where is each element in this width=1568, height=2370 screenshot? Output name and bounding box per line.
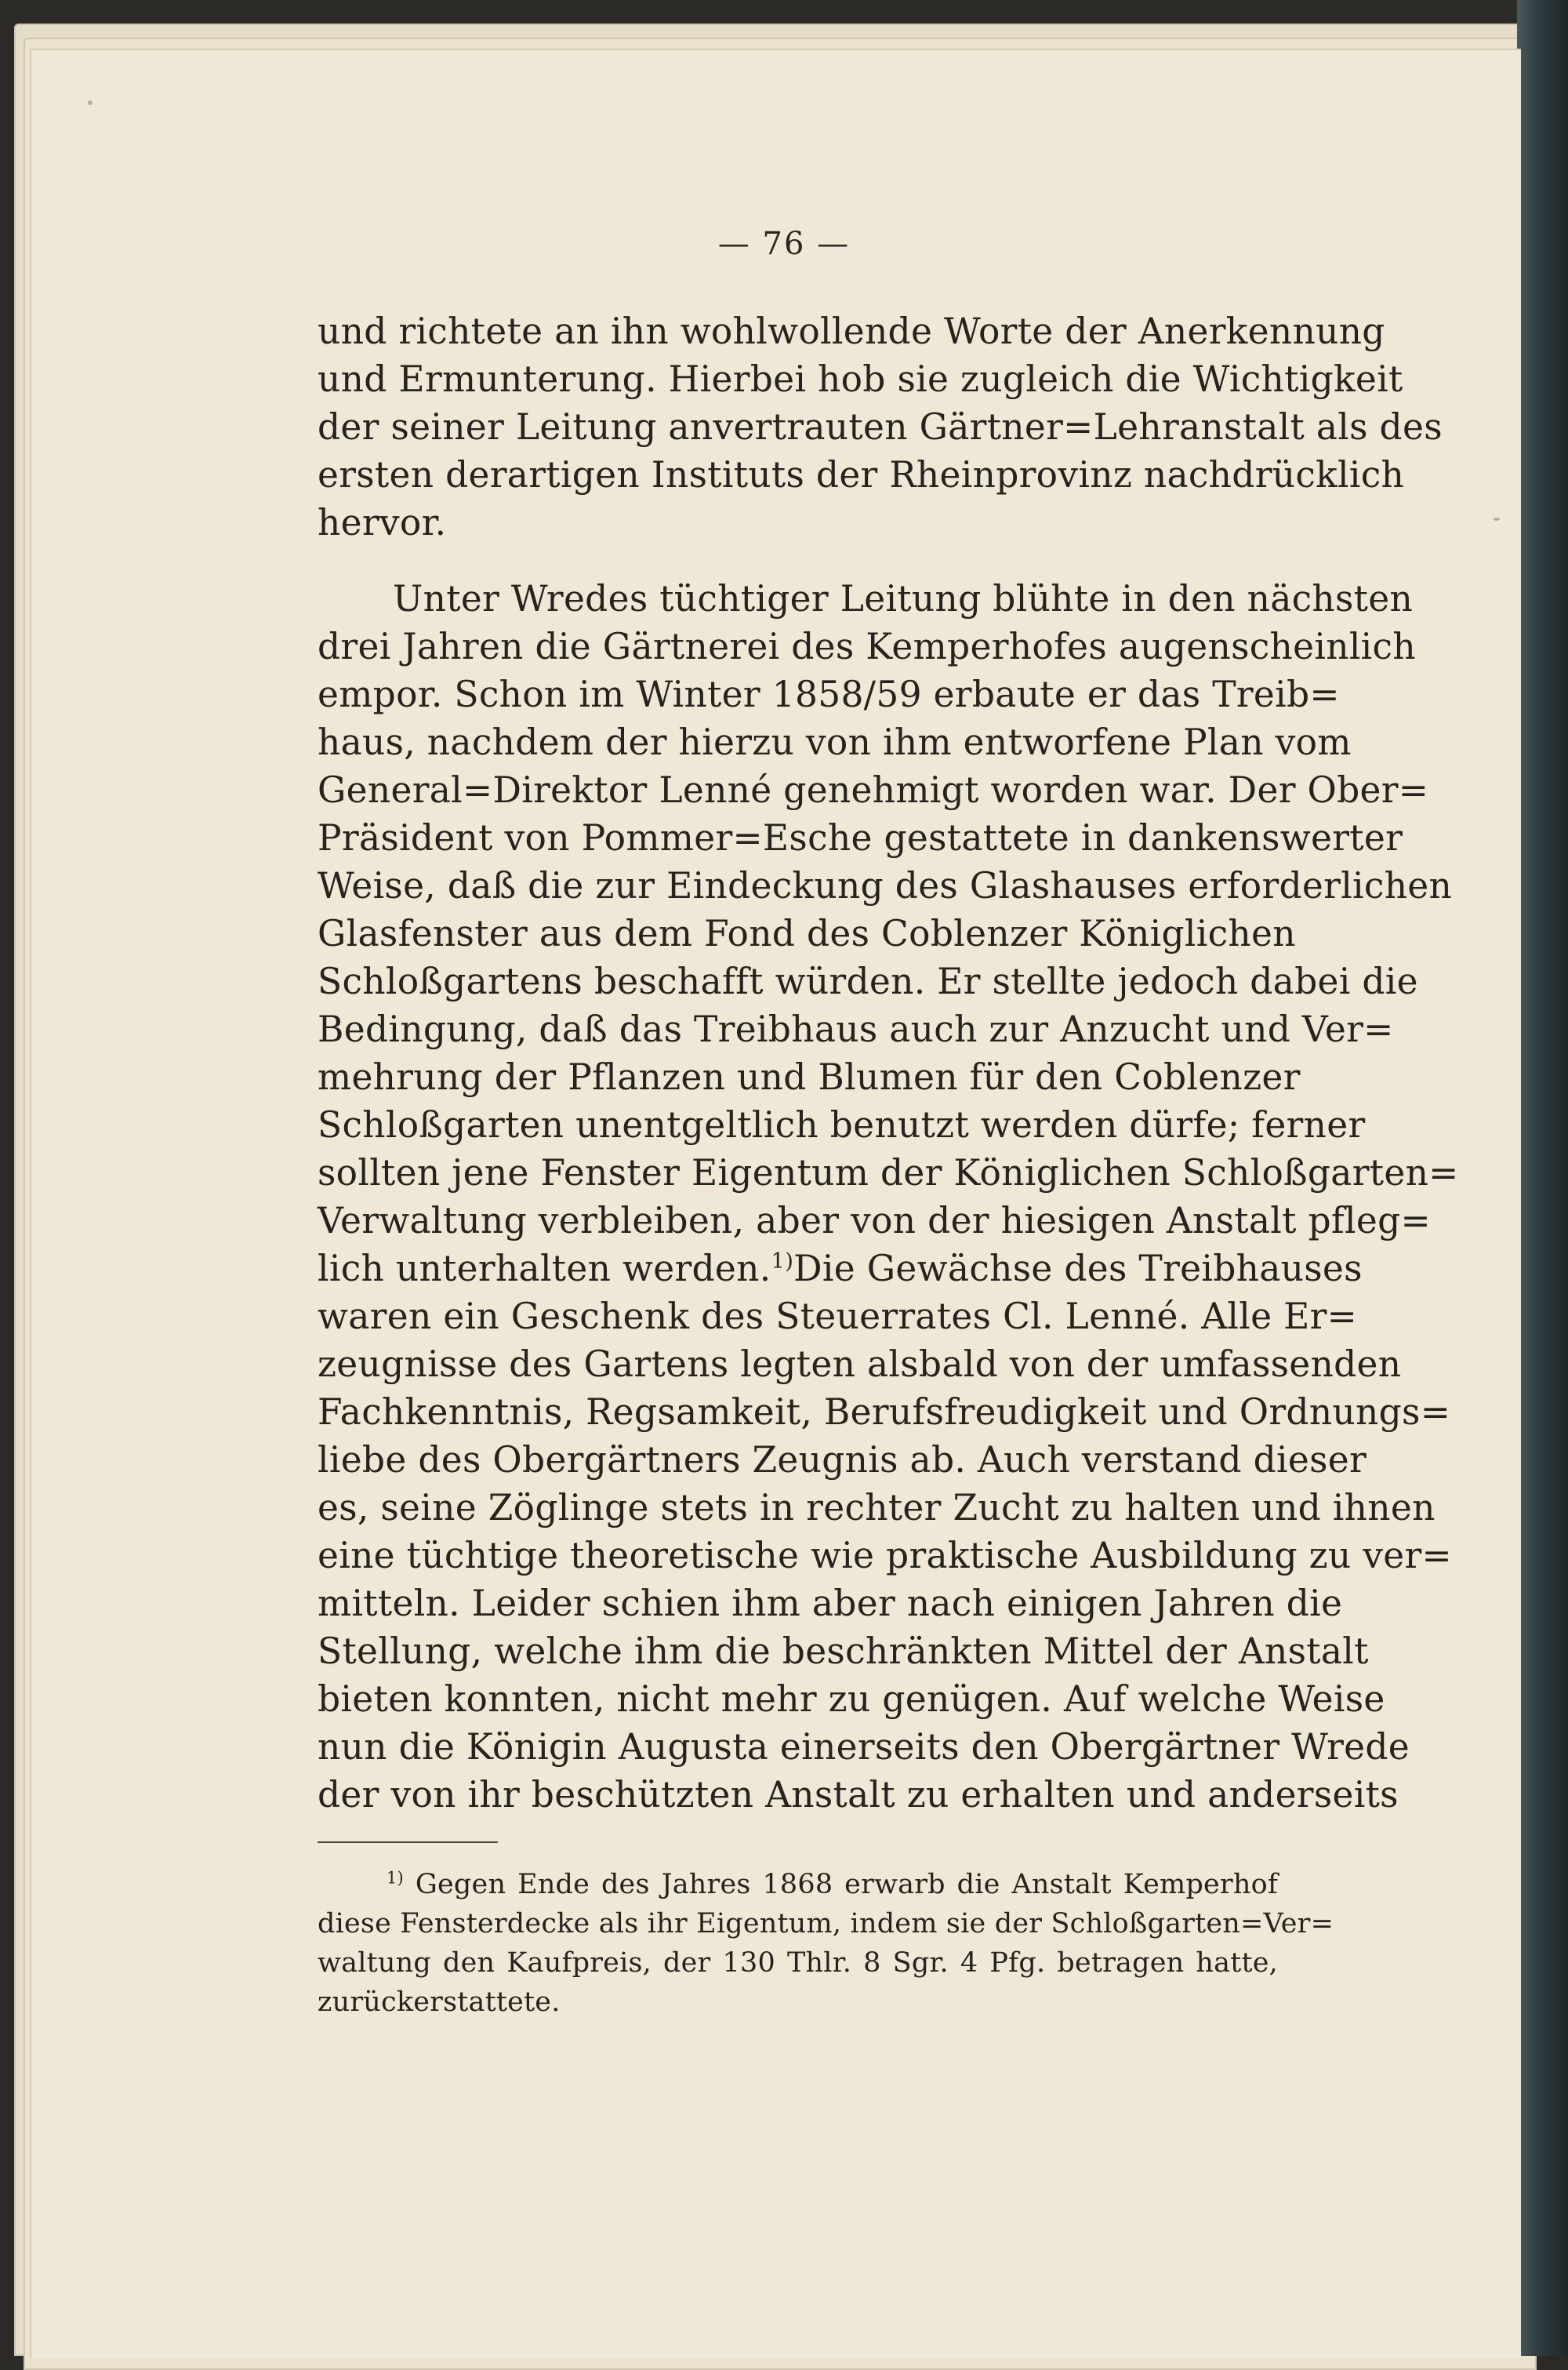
text-line: bieten konnten, nicht mehr zu genügen. Auf welche Weise <box>318 1678 1385 1720</box>
footnote-line <box>318 1865 1278 1904</box>
text-line: mehrung der Pflanzen und Blumen für den Coblenzer <box>318 1056 1301 1098</box>
footnote-line: waltung den Kaufpreis, der 130 Thlr. 8 Sgr. 4 Pfg. betragen hatte, <box>318 1947 1278 1979</box>
text-line: Schloßgartens beschafft würden. Er stellte jedoch dabei die <box>318 961 1418 1002</box>
paper-speck <box>1494 518 1500 521</box>
text-line: liebe des Obergärtners Zeugnis ab. Auch verstand dieser <box>318 1439 1367 1481</box>
text-line <box>318 575 1414 623</box>
text-line-with-footnote-ref <box>318 1245 1363 1292</box>
paper-speck <box>88 100 93 105</box>
footnote-marker: 1) <box>387 1868 404 1888</box>
page-number: — 76 — <box>717 226 851 262</box>
text-line: und richtete an ihn wohlwollende Worte der Anerkennung <box>318 311 1385 352</box>
text-line: und Ermunterung. Hierbei hob sie zugleich die Wichtigkeit <box>318 358 1403 400</box>
text-line: Weise, daß die zur Eindeckung des Glashauses erforderlichen <box>318 865 1453 907</box>
text-line: waren ein Geschenk des Steuerrates Cl. Lenné. Alle Er= <box>318 1296 1358 1337</box>
footnote-divider <box>318 1841 498 1843</box>
text-line: es, seine Zöglinge stets in rechter Zucht zu halten und ihnen <box>318 1487 1436 1529</box>
text-line: ersten derartigen Instituts der Rheinprovinz nachdrücklich <box>318 454 1405 496</box>
footnote-reference: 1) <box>771 1249 794 1274</box>
footnote-line: zurückerstattete. <box>318 1987 561 2018</box>
text-segment: Die Gewächse des Treibhauses <box>793 1248 1363 1289</box>
text-line: der von ihr beschützten Anstalt zu erhalten und anderseits <box>318 1774 1399 1816</box>
text-line: haus, nachdem der hierzu von ihm entworfene Plan vom <box>318 722 1352 763</box>
footnote-line: diese Fensterdecke als ihr Eigentum, indem sie der Schloßgarten=Ver= <box>318 1908 1334 1939</box>
text-line: zeugnisse des Gartens legten alsbald von der umfassenden <box>318 1343 1402 1385</box>
text-line: Bedingung, daß das Treibhaus auch zur Anzucht und Ver= <box>318 1009 1394 1050</box>
text-line: Verwaltung verbleiben, aber von der hiesigen Anstalt pfleg= <box>318 1200 1431 1241</box>
text-segment: lich unterhalten werden. <box>318 1248 771 1289</box>
text-line: Präsident von Pommer=Esche gestattete in dankenswerter <box>318 817 1403 859</box>
paragraph-gap <box>318 547 1278 575</box>
text-line: mitteln. Leider schien ihm aber nach einigen Jahren die <box>318 1583 1343 1624</box>
body-text <box>318 307 1459 1819</box>
text-line: empor. Schon im Winter 1858/59 erbaute er das Treib= <box>318 674 1340 715</box>
text-line: sollten jene Fenster Eigentum der Königlichen Schloßgarten= <box>318 1152 1459 1194</box>
text-line: Fachkenntnis, Regsamkeit, Berufsfreudigkeit und Ordnungs= <box>318 1391 1451 1433</box>
text-line: hervor. <box>318 502 447 543</box>
text-line: Glasfenster aus dem Fond des Coblenzer Königlichen <box>318 913 1296 954</box>
book-binding-edge <box>1517 0 1568 2356</box>
footnote-text: Gegen Ende des Jahres 1868 erwarb die Anstalt Kemperhof <box>415 1869 1279 1900</box>
text-line: nun die Königin Augusta einerseits den Obergärtner Wrede <box>318 1726 1410 1768</box>
text-line: General=Direktor Lenné genehmigt worden war. Der Ober= <box>318 769 1429 811</box>
text-line: Schloßgarten unentgeltlich benutzt werden dürfe; ferner <box>318 1104 1366 1146</box>
text-line: eine tüchtige theoretische wie praktische Ausbildung zu ver= <box>318 1535 1452 1576</box>
footnote <box>318 1865 1334 2022</box>
text-line: Stellung, welche ihm die beschränkten Mittel der Anstalt <box>318 1630 1369 1672</box>
text-line: der seiner Leitung anvertrauten Gärtner=Lehranstalt als des <box>318 406 1443 448</box>
text-line: drei Jahren die Gärtnerei des Kemperhofes augenscheinlich <box>318 626 1416 667</box>
text-line-content: Unter Wredes tüchtiger Leitung blühte in den nächsten <box>393 578 1414 620</box>
